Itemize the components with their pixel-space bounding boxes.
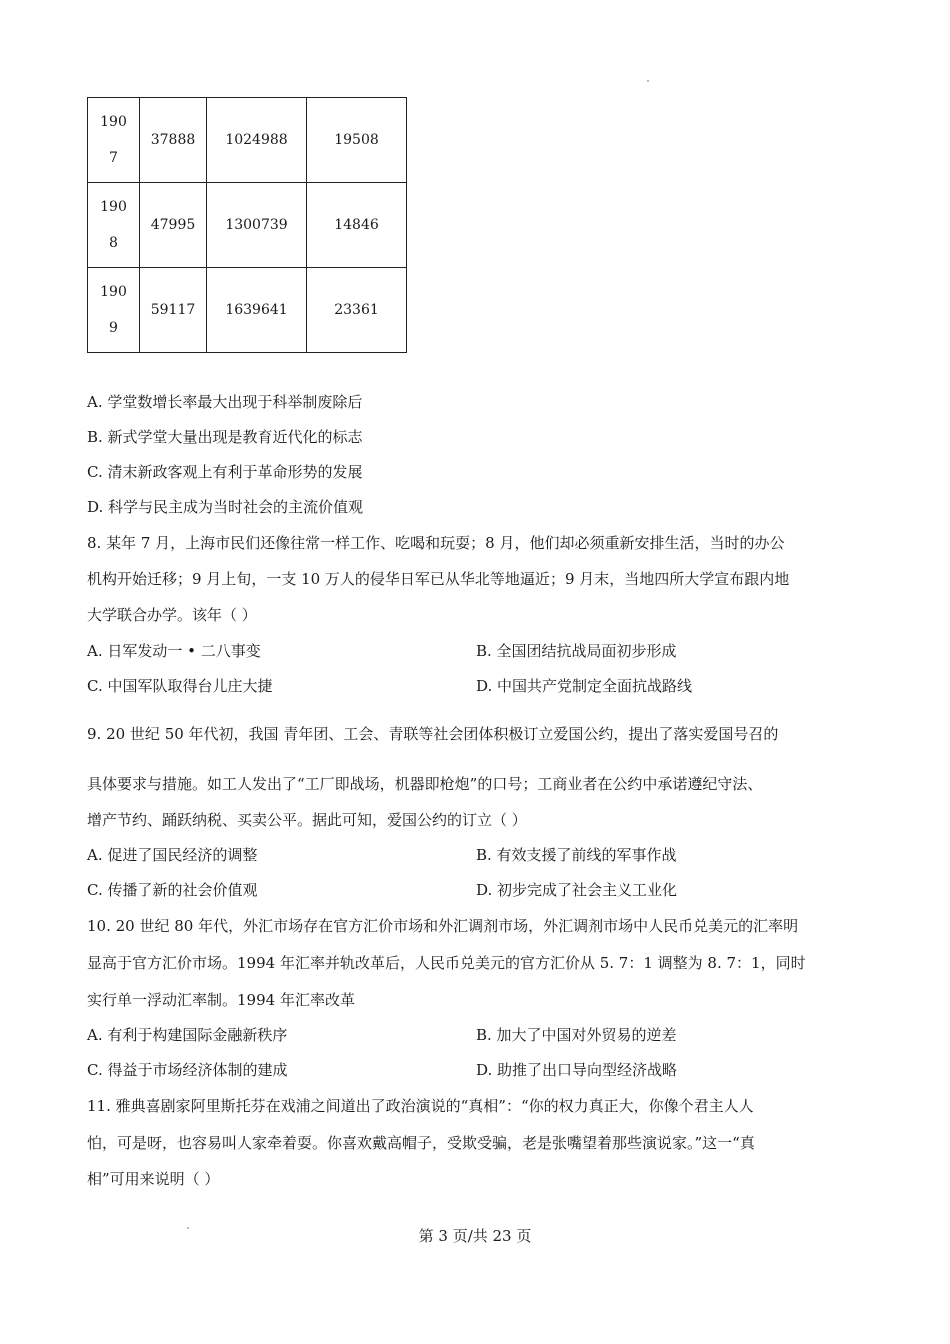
table-row <box>88 98 407 183</box>
q10-stem-line-3: 实行单一浮动汇率制。1994 年汇率改革 <box>87 991 355 1009</box>
q9-option-d: D. 初步完成了社会主义工业化 <box>476 881 678 899</box>
q8-stem-line-2: 机构开始迁移；9 月上旬，一支 10 万人的侵华日军已从华北等地逼近；9 月末，当地四所大学宣布跟内地 <box>87 570 790 588</box>
q11-stem-line-1: 11. 雅典喜剧家阿里斯托芬在戏浦之间道出了政治演说的“真相”：“你的权力真正大，你像个君主人人 <box>87 1097 754 1115</box>
q10-stem-line-2: 显高于官方汇价市场。1994 年汇率并轨改革后，人民币兑美元的官方汇价从 5. 7：1 调整为 8. 7：1，同时 <box>87 954 806 972</box>
q7-option-d: D. 科学与民主成为当时社会的主流价值观 <box>87 498 364 516</box>
q11-stem-line-2: 怕，可是呀，也容易叫人家牵着耍。你喜欢戴高帽子，受欺受骗，老是张嘴望着那些演说家。”这一“真 <box>87 1134 755 1152</box>
q7-option-b: B. 新式学堂大量出现是教育近代化的标志 <box>87 428 363 446</box>
q9-stem-line-3: 增产节约、踊跃纳税、买卖公平。据此可知，爱国公约的订立（ ） <box>87 811 527 829</box>
q8-option-d: D. 中国共产党制定全面抗战路线 <box>476 677 693 695</box>
table-cell: 37888 <box>140 98 207 183</box>
q9-option-c: C. 传播了新的社会价值观 <box>87 881 258 899</box>
q10-option-a: A. 有利于构建国际金融新秩序 <box>87 1026 288 1044</box>
q8-option-b: B. 全国团结抗战局面初步形成 <box>476 642 677 660</box>
q8-option-c: C. 中国军队取得台儿庄大捷 <box>87 677 273 695</box>
table-row <box>88 183 407 268</box>
corner-mark <box>647 80 649 82</box>
q9-option-b: B. 有效支援了前线的军事作战 <box>476 846 677 864</box>
q10-option-b: B. 加大了中国对外贸易的逆差 <box>476 1026 677 1044</box>
q8-stem-line-1: 8. 某年 7 月，上海市民们还像往常一样工作、吃喝和玩耍；8 月，他们却必须重新安排生活，当时的办公 <box>87 534 785 552</box>
table-cell-year: 1908 <box>88 183 140 268</box>
q11-stem-line-3: 相”可用来说明（ ） <box>87 1170 220 1188</box>
q10-option-d: D. 助推了出口导向型经济战略 <box>476 1061 678 1079</box>
q8-option-a: A. 日军发动一 • 二八事变 <box>87 642 261 660</box>
table-cell-year: 1909 <box>88 268 140 353</box>
q9-stem-line-1: 9. 20 世纪 50 年代初，我国 青年团、工会、青联等社会团体积极订立爱国公约，提出了落实爱国号召的 <box>87 725 779 743</box>
table-cell: 1639641 <box>207 268 307 353</box>
school-statistics-table <box>87 97 407 353</box>
table-cell: 47995 <box>140 183 207 268</box>
page-footer: 第 3 页/共 23 页 <box>418 1227 532 1245</box>
table-cell: 59117 <box>140 268 207 353</box>
table-cell: 19508 <box>307 98 407 183</box>
q9-option-a: A. 促进了国民经济的调整 <box>87 846 258 864</box>
q7-option-a: A. 学堂数增长率最大出现于科举制废除后 <box>87 393 363 411</box>
table-cell-year: 1907 <box>88 98 140 183</box>
q7-option-c: C. 清末新政客观上有利于革命形势的发展 <box>87 463 363 481</box>
q10-option-c: C. 得益于市场经济体制的建成 <box>87 1061 288 1079</box>
table-cell: 1300739 <box>207 183 307 268</box>
q10-stem-line-1: 10. 20 世纪 80 年代，外汇市场存在官方汇价市场和外汇调剂市场，外汇调剂市场中人民币兑美元的汇率明 <box>87 917 799 935</box>
table-cell: 14846 <box>307 183 407 268</box>
table-cell: 23361 <box>307 268 407 353</box>
q9-stem-line-2: 具体要求与措施。如工人发出了“工厂即战场，机器即枪炮”的口号；工商业者在公约中承诺遵纪守法、 <box>87 775 763 793</box>
table-cell: 1024988 <box>207 98 307 183</box>
q8-stem-line-3: 大学联合办学。该年（ ） <box>87 606 257 624</box>
table-row <box>88 268 407 353</box>
